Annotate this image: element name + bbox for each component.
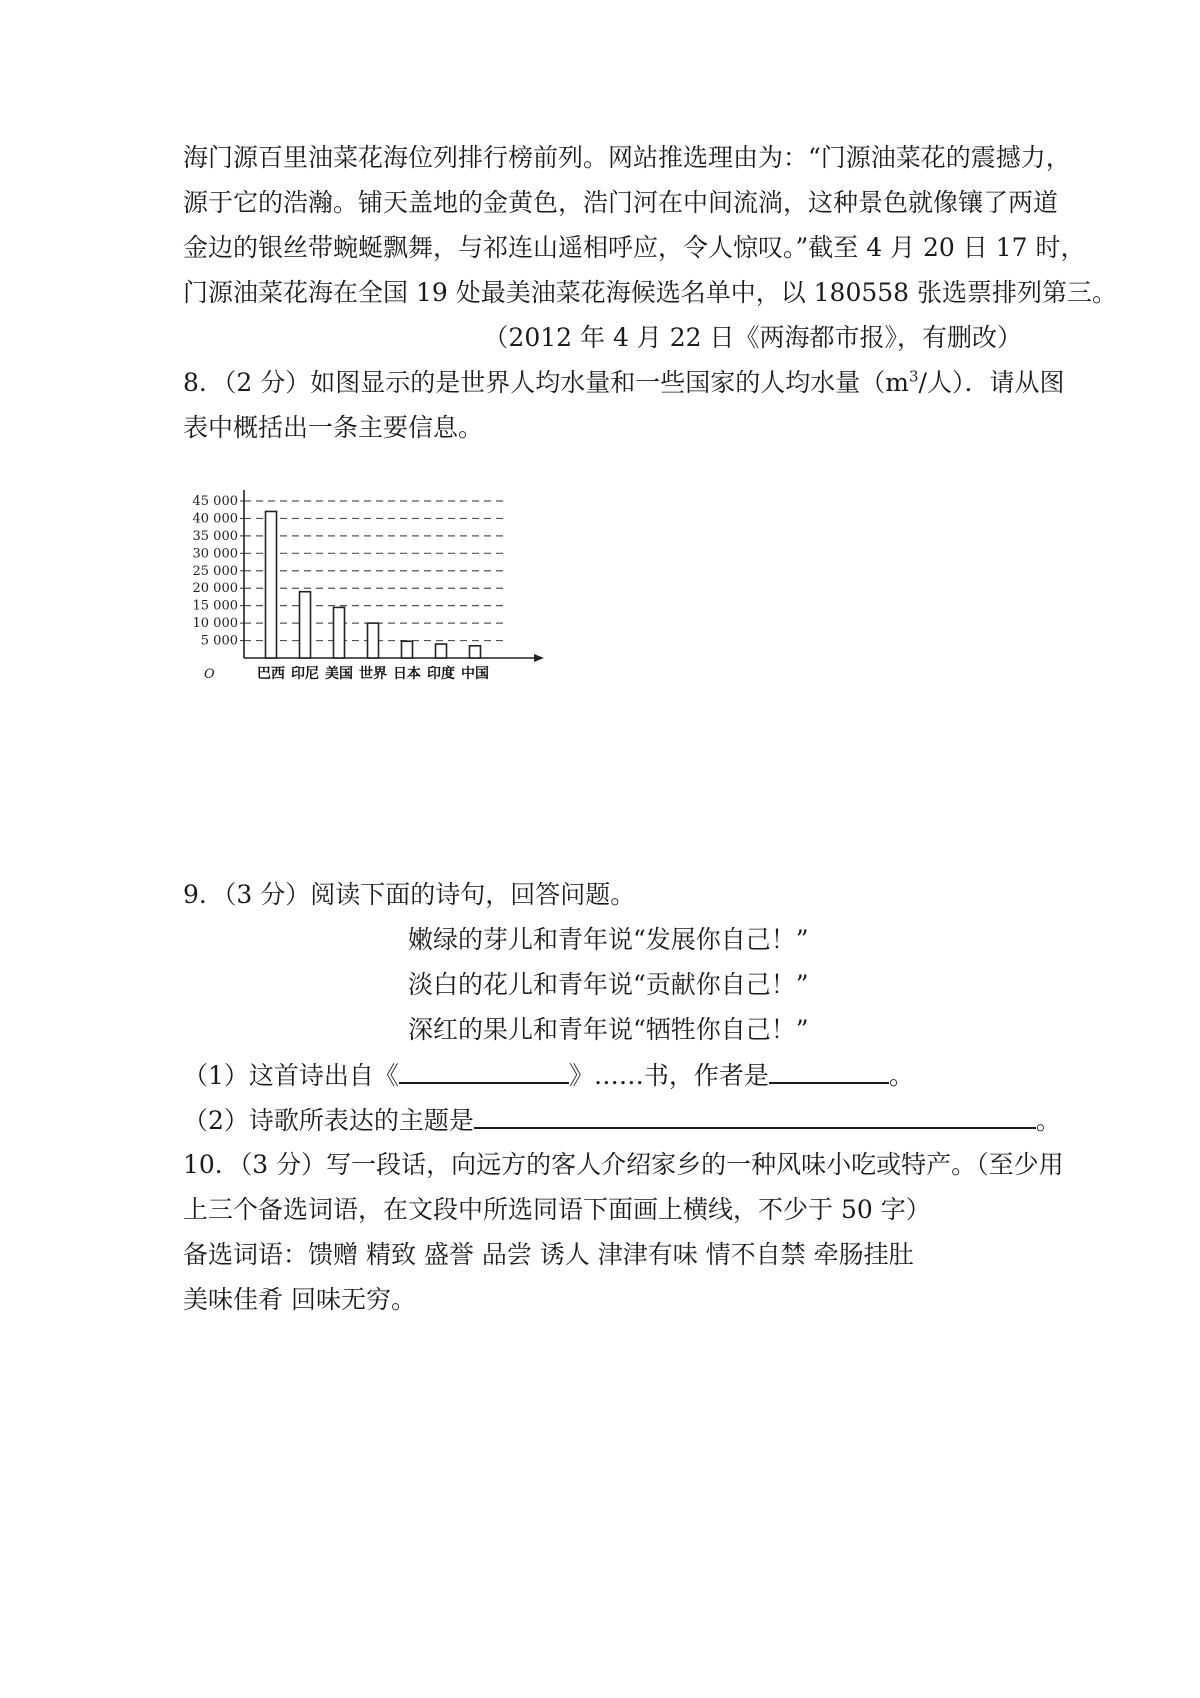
bar-5 — [402, 641, 413, 658]
author-blank[interactable] — [769, 1058, 889, 1084]
sub1-prefix: （1）这首诗出自《 — [183, 1061, 399, 1090]
question-10-word-bank: 备选词语：馈赠 精致 盛誉 品尝 诱人 津津有味 情不自禁 牵肠挂肚 — [183, 1240, 914, 1269]
passage-line-1: 海门源百里油菜花海位列排行榜前列。网站推选理由为：“门源油菜花的震撼力， — [183, 143, 1071, 172]
passage-line-4: 门源油菜花海在全国 19 处最美油菜花海候选名单中，以 180558 张选票排列第三。 — [183, 278, 1118, 307]
question-10-line-2: 上三个备选词语，在文段中所选同语下面画上横线，不少于 50 字） — [183, 1195, 931, 1224]
bar-3 — [334, 607, 345, 658]
question-9-sub-1 — [183, 1058, 914, 1093]
water-per-capita-chart — [182, 486, 552, 696]
bar-4 — [368, 623, 379, 658]
y-tick-label: 40 000 — [192, 511, 238, 527]
question-10-word-bank-2: 美味佳肴 回味无穷。 — [183, 1285, 416, 1314]
y-tick-label: 10 000 — [192, 616, 238, 632]
question-9-stem: 9．（3 分）阅读下面的诗句，回答问题。 — [183, 880, 636, 909]
sub1-middle: 》……书，作者是 — [568, 1061, 769, 1090]
x-axis-arrow — [534, 654, 544, 662]
category-label: 美国 — [325, 666, 353, 682]
question-8-stem-line-2: 表中概括出一条主要信息。 — [183, 413, 484, 442]
category-label: 印尼 — [291, 666, 319, 682]
sub1-end: 。 — [888, 1061, 914, 1090]
passage-source: （2012 年 4 月 22 日《两海都市报》，有删改） — [483, 323, 1022, 352]
category-label: 印度 — [427, 666, 455, 682]
sub2-end: 。 — [1035, 1106, 1061, 1135]
category-label: 巴西 — [257, 666, 285, 682]
y-tick-label: 20 000 — [192, 581, 238, 597]
passage-line-3: 金边的银丝带蜿蜒飘舞，与祁连山遥相呼应，令人惊叹。”截至 4 月 20 日 17 时， — [183, 233, 1086, 262]
bar-1 — [266, 511, 277, 658]
category-label: 日本 — [393, 666, 421, 682]
question-10-line-1: 10．（3 分）写一段话，向远方的客人介绍家乡的一种风味小吃或特产。（至少用 — [183, 1150, 1064, 1179]
y-tick-label: 30 000 — [192, 546, 238, 562]
chart-svg — [182, 486, 552, 696]
category-label: 世界 — [359, 666, 387, 682]
poem-line-3: 深红的果儿和青年说“牺牲你自己！” — [408, 1015, 809, 1044]
theme-blank[interactable] — [474, 1103, 1036, 1129]
passage-line-2: 源于它的浩瀚。铺天盖地的金黄色，浩门河在中间流淌，这种景色就像镶了两道 — [183, 188, 1059, 217]
question-9-sub-2 — [183, 1103, 1061, 1138]
y-tick-label: 15 000 — [192, 598, 238, 614]
y-tick-label: 25 000 — [192, 563, 238, 579]
question-8-text-a: 8．（2 分）如图显示的是世界人均水量和一些国家的人均水量（m — [183, 368, 909, 397]
category-label: 中国 — [461, 666, 489, 682]
bar-6 — [436, 644, 447, 658]
question-8-text-b: /人）．请从图 — [918, 368, 1065, 397]
y-tick-label: 5 000 — [200, 633, 238, 649]
poem-line-2: 淡白的花儿和青年说“贡献你自己！” — [408, 970, 809, 999]
bar-7 — [470, 646, 481, 658]
question-8-superscript: 3 — [908, 367, 919, 386]
origin-label: O — [204, 667, 215, 682]
bar-2 — [300, 592, 311, 658]
question-8-stem — [183, 366, 1064, 400]
poem-line-1: 嫩绿的芽儿和青年说“发展你自己！” — [408, 925, 809, 954]
y-tick-label: 35 000 — [192, 528, 238, 544]
sub2-prefix: （2）诗歌所表达的主题是 — [183, 1106, 474, 1135]
y-tick-label: 45 000 — [192, 493, 238, 509]
book-title-blank[interactable] — [399, 1058, 569, 1084]
